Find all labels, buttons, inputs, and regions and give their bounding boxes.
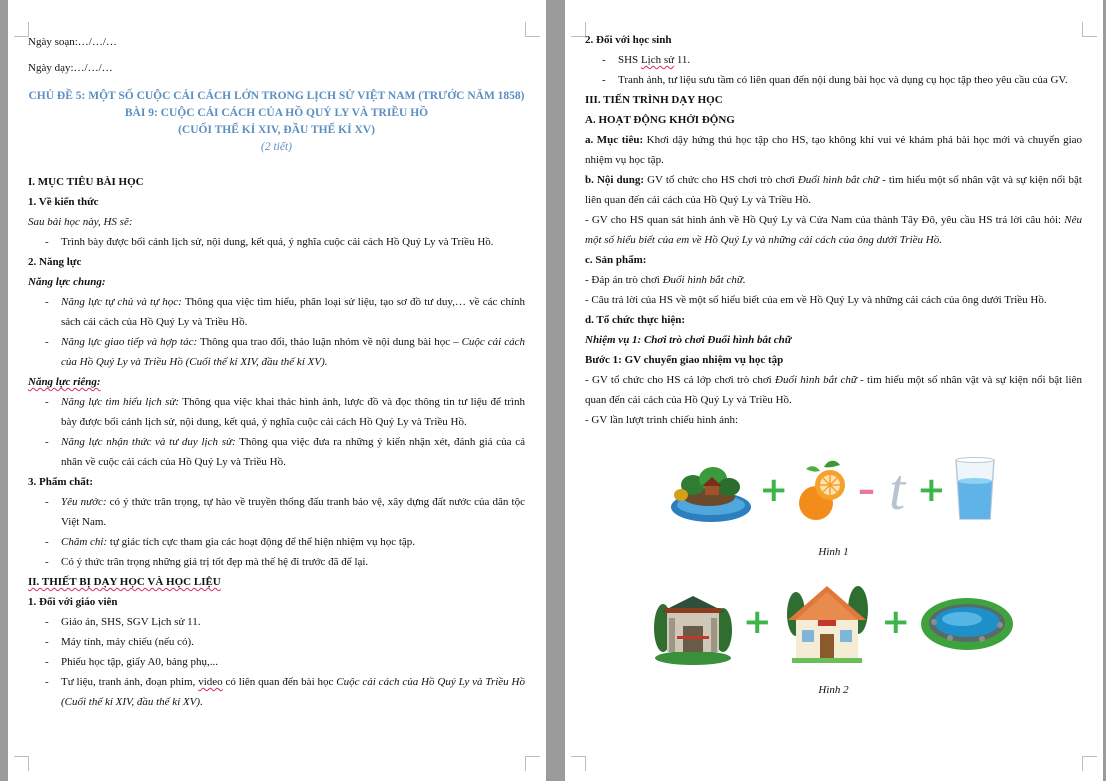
paragraph-label: d. Tổ chức thực hiện: [585, 314, 686, 326]
plus-symbol: + [881, 602, 910, 642]
margin-corner-mark [525, 756, 540, 771]
plus-symbol: + [759, 470, 788, 510]
lesson-duration: (2 tiết) [261, 141, 292, 153]
list-item: - Yêu nước: có ý thức trân trọng, tự hào về truyền thống đấu tranh bảo vệ, xây dựng đất nước của dân tộc Việt Nam. [28, 492, 525, 532]
letter-t: t [888, 457, 906, 522]
date-taught: Ngày dạy:…/…/… [28, 62, 113, 74]
minus-symbol: – [857, 470, 875, 510]
paragraph: a. Mục tiêu: Khơi dậy hứng thú học tập cho HS, tạo không khí vui vẻ khám phá bài học mới và chuyển giao nhiệm vụ học tập. [585, 134, 1083, 166]
paragraph: - Câu trả lời của HS về một số hiểu biết của em về Hồ Quý Ly và những cải cách của ông dưới Triều Hồ. [585, 294, 1047, 306]
document-page-left [8, 0, 546, 781]
island-pond-image [669, 455, 753, 525]
list-item: - Trình bày được bối cảnh lịch sử, nội dung, kết quả, ý nghĩa cuộc cải cách Hồ Quý Ly và Triều Hồ. [28, 232, 525, 252]
figure-1-rebus [585, 452, 1082, 528]
page-body [585, 30, 1082, 700]
list-item: - Phiếu học tập, giấy A0, bảng phụ,... [28, 652, 525, 672]
orange-fruit-image [794, 455, 850, 525]
margin-corner-mark [1082, 756, 1097, 771]
section-heading: II. THIẾT BỊ DẠY HỌC VÀ HỌC LIỆU [28, 576, 221, 588]
pond-image [920, 592, 1014, 652]
margin-corner-mark [571, 756, 586, 771]
subsection-heading: 1. Về kiến thức [28, 196, 99, 208]
topic-title: CHỦ ĐỀ 5: MỘT SỐ CUỘC CẢI CÁCH LỚN TRONG LỊCH SỬ VIỆT NAM (TRƯỚC NĂM 1858) [28, 90, 525, 102]
task-heading: Nhiệm vụ 1: Chơi trò chơi Đuổi hình bắt chữ [585, 334, 792, 346]
lesson-title: BÀI 9: CUỘC CẢI CÁCH CỦA HỒ QUÝ LY VÀ TRIỀU HỒ [124, 107, 429, 119]
subsection-heading: 2. Năng lực [28, 256, 82, 268]
paragraph-label: Năng lực riêng: [28, 376, 101, 388]
margin-corner-mark [1082, 22, 1097, 37]
paragraph-label: Năng lực chung: [28, 276, 106, 288]
temple-gate-image [653, 578, 733, 666]
paragraph: Sau bài học này, HS sẽ: [28, 216, 133, 228]
list-item: - Năng lực tự chủ và tự học: Thông qua việc tìm hiểu, phân loại sử liệu, tạo sơ đồ tư duy,… về các chính sách cải cách của Hồ Quý Ly và Triều Hồ. [28, 292, 525, 332]
paragraph: - GV lần lượt trình chiếu hình ảnh: [585, 414, 739, 426]
list-item: - Năng lực tìm hiểu lịch sử: Thông qua việc khai thác hình ảnh, lược đồ và đọc thông tin tư liệu để trình bày được bối cảnh lịch sử, nội dung, kết quả, ý nghĩa cuộc cải cách Hồ Quý Ly và Triều Hồ. [28, 392, 525, 432]
list-item: - Có ý thức trân trọng những giá trị tốt đẹp mà thế hệ đi trước đã để lại. [28, 552, 525, 572]
list-item: - Năng lực giao tiếp và hợp tác: Thông qua trao đổi, thảo luận nhóm về nội dung bài học – Cuộc cải cách của Hồ Quý Ly và Triều Hồ (Cuối thế kỉ XIV, đầu thế kỉ XV). [28, 332, 525, 372]
list-item: - SHS Lịch sử 11. [585, 50, 1082, 70]
figure-2-rebus [585, 574, 1082, 670]
subsection-heading: 2. Đối với học sinh [585, 34, 672, 46]
section-heading: III. TIẾN TRÌNH DẠY HỌC [585, 94, 723, 106]
list-item: - Tư liệu, tranh ảnh, đoạn phim, video có liên quan đến bài học Cuộc cải cách của Hồ Quý Ly và Triều Hồ (Cuối thế kỉ XIV, đầu thế kỉ XV). [28, 672, 525, 712]
plus-symbol: + [917, 470, 946, 510]
page-body [28, 32, 525, 712]
lesson-period: (CUỐI THẾ KỈ XIV, ĐẦU THẾ KỈ XV) [178, 124, 375, 136]
figure-caption: Hình 1 [818, 546, 849, 558]
margin-corner-mark [571, 22, 586, 37]
subsection-heading: 3. Phẩm chất: [28, 476, 94, 488]
section-heading: A. HOẠT ĐỘNG KHỞI ĐỘNG [585, 114, 735, 126]
glass-of-water-image [952, 457, 998, 523]
paragraph: - Đáp án trò chơi Đuổi hình bắt chữ. [585, 274, 746, 286]
subsection-heading: 1. Đối với giáo viên [28, 596, 118, 608]
margin-corner-mark [14, 756, 29, 771]
list-item: - Chăm chỉ: tự giác tích cực tham gia các hoạt động để thể hiện nhiệm vụ học tập. [28, 532, 525, 552]
margin-corner-mark [14, 22, 29, 37]
house-image [782, 576, 872, 668]
paragraph: - GV cho HS quan sát hình ảnh về Hồ Quý Ly và Cửa Nam của thành Tây Đô, yêu cầu HS trả lời câu hỏi: Nêu một số hiểu biết của em về Hồ Quý Ly và những cải cách của ông dưới Triều Hồ. [585, 214, 1082, 246]
date-prepared: Ngày soạn:…/…/… [28, 36, 117, 48]
margin-corner-mark [525, 22, 540, 37]
paragraph-label: c. Sản phẩm: [585, 254, 647, 266]
list-item: - Năng lực nhận thức và tư duy lịch sử: Thông qua việc đưa ra những ý kiến nhận xét, đánh giá của cá nhân về cuộc cải cách của Hồ Quý Ly và Triều Hồ. [28, 432, 525, 472]
document-page-right [565, 0, 1103, 781]
figure-caption: Hình 2 [818, 684, 849, 696]
list-item: - Tranh ảnh, tư liệu sưu tầm có liên quan đến nội dung bài học và dụng cụ học tập theo yêu cầu của GV. [585, 70, 1082, 90]
plus-symbol: + [743, 602, 772, 642]
list-item: - Giáo án, SHS, SGV Lịch sử 11. [28, 612, 525, 632]
list-item: - Máy tính, máy chiếu (nếu có). [28, 632, 525, 652]
section-heading: I. MỤC TIÊU BÀI HỌC [28, 176, 144, 188]
paragraph: b. Nội dung: GV tổ chức cho HS chơi trò chơi Đuổi hình bắt chữ - tìm hiểu một số nhân vật và sự kiện nổi bật liên quan đến cải cách của Hồ Quý Ly và Triều Hồ. [585, 174, 1082, 206]
step-heading: Bước 1: GV chuyển giao nhiệm vụ học tập [585, 354, 784, 366]
paragraph: - GV tổ chức cho HS cả lớp chơi trò chơi Đuổi hình bắt chữ - tìm hiểu một số nhân vật và sự kiện nổi bật liên quan đến cải cách của Hồ Quý Ly và Triều Hồ. [585, 374, 1082, 406]
